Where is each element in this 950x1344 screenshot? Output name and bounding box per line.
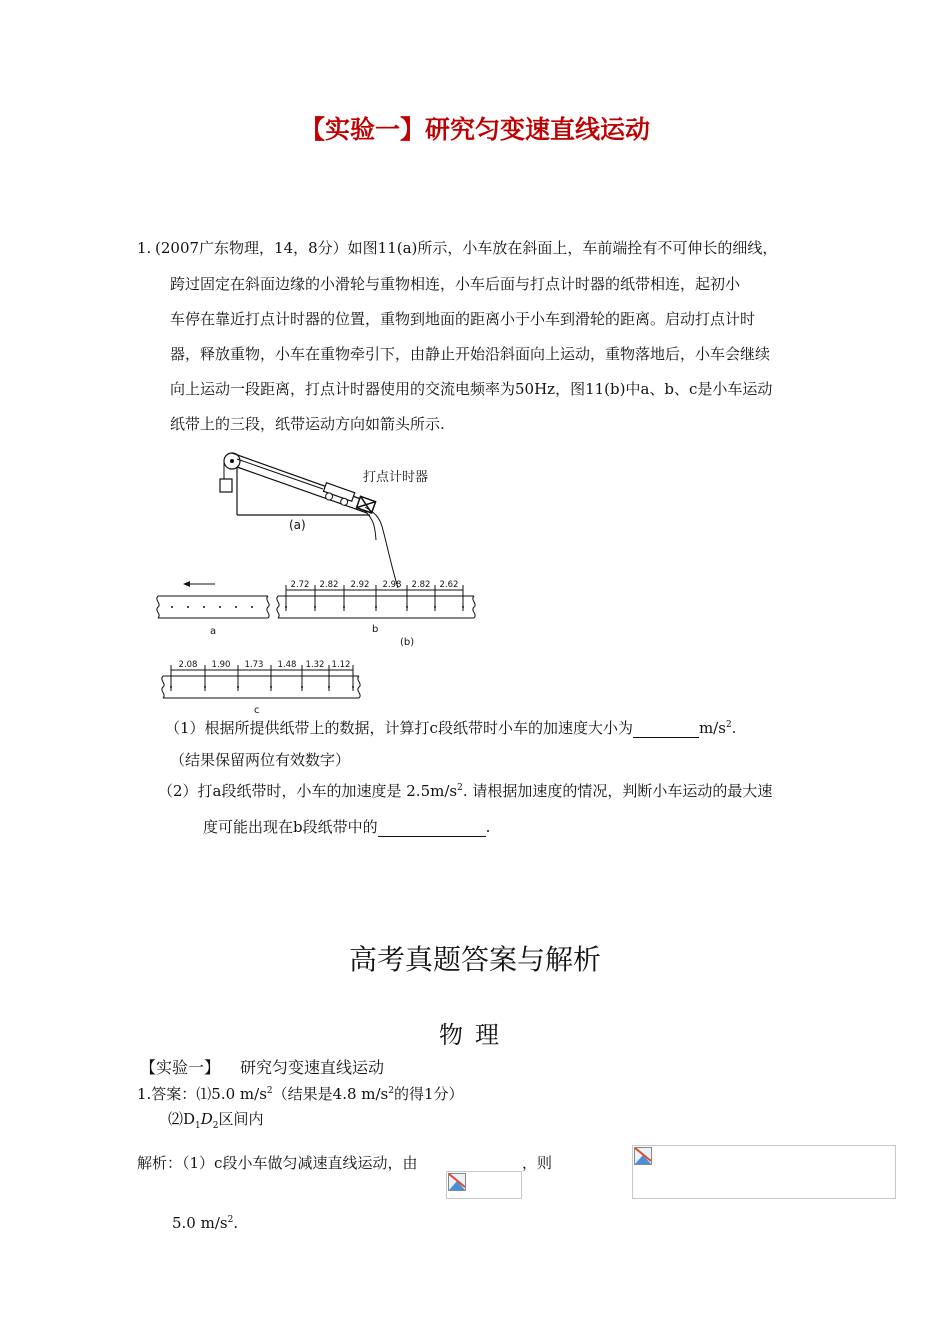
result-end: . [233,1214,239,1232]
weight-block [220,479,232,492]
ans1-text-c: 的得1分） [394,1085,464,1103]
question-line-3: 车停在靠近打点计时器的位置，重物到地面的距离小于小车到滑轮的距离。启动打点计时 [170,310,756,328]
analysis-result [172,1214,238,1232]
ans2-sub2: 2 [212,1121,219,1131]
ans2-end: 区间内 [218,1110,264,1128]
tape-b-value: 2.82 [319,580,339,590]
exp-label: 【实验一】 [140,1058,221,1077]
ans1-sup2: 2 [388,1086,394,1096]
incline-diagram [215,445,445,590]
cart-icon [321,483,354,508]
tape-a-label: a [210,626,217,637]
broken-image-formula-1 [446,1171,522,1199]
answer-blank-1[interactable] [633,721,699,738]
sub2-line2-text: 度可能出现在b段纸带中的 [203,818,378,836]
tape-c-value: 1.48 [277,660,297,670]
question-line-6: 纸带上的三段，纸带运动方向如箭头所示. [170,415,445,433]
sub-question-2-line-1 [158,780,772,801]
sub2-line2-end: . [485,818,491,836]
tape-c-value: 1.32 [305,660,325,670]
tape-b-value: 2.98 [382,580,402,590]
ans2-sub1: 1 [195,1121,201,1131]
tape-c-value: 1.73 [244,660,264,670]
sub-question-1 [165,717,736,738]
question-number: 1. [137,239,152,257]
ans1-text-a: 1.答案：⑴5.0 m/s [137,1085,267,1103]
tape-a [150,578,275,638]
answer-1 [137,1083,464,1104]
figure-a-label: (a) [289,518,306,532]
tape-b-value: 2.82 [411,580,431,590]
tape-c-label: c [254,705,260,716]
tape-c [157,655,367,717]
broken-image-icon [448,1173,466,1191]
tape-c-value: 1.12 [331,660,351,670]
analysis-text-b: ，则 [522,1154,553,1172]
sub1-unit: m/s [698,719,726,737]
sub1-end: . [731,719,737,737]
tape-b-value: 2.62 [439,580,459,590]
question-line-4: 器，释放重物，小车在重物牵引下，由静止开始沿斜面向上运动，重物落地后，小车会继续 [170,345,771,363]
question-line-5: 向上运动一段距离，打点计时器使用的交流电频率为50Hz，图11(b)中a、b、c是小车运动 [170,380,773,398]
answer-2 [168,1108,264,1131]
page-title: 【实验一】研究匀变速直线运动 [299,115,650,144]
analysis-text-a: 解析：（1）c段小车做匀减速直线运动，由 [137,1154,418,1172]
ans2-mid: D [200,1110,213,1128]
answer-heading: 高考真题答案与解析 [348,943,601,976]
tape-c-value: 2.08 [178,660,198,670]
sub-question-2-line-2 [203,816,490,837]
tape-c-value: 1.90 [211,660,231,670]
ans2-text: ⑵D [168,1110,196,1128]
tape-b-label: b [372,624,379,635]
broken-image-icon [634,1147,652,1165]
sub2-text-a: （2）打a段纸带时，小车的加速度是 2.5m/s [158,782,458,800]
broken-image-formula-2 [632,1145,896,1199]
sub1-note: （结果保留两位有效数字） [170,751,351,769]
sub1-sup: 2 [725,720,732,730]
exp-title: 研究匀变速直线运动 [240,1058,385,1077]
question-line-1: (2007广东物理，14，8分）如图11(a)所示，小车放在斜面上，车前端拴有不可伸长的细线， [155,239,778,257]
tape-b-value: 2.92 [350,580,370,590]
exp-heading [140,1055,384,1078]
ans1-text-b: （结果是4.8 m/s [272,1085,389,1103]
sub1-text: （1）根据所提供纸带上的数据，计算打c段纸带时小车的加速度大小为 [165,719,633,737]
result-sup: 2 [227,1215,234,1225]
sub2-sup: 2 [457,783,463,793]
arrow-left-icon [183,581,215,587]
figure-b-label: (b) [400,637,415,648]
sub2-text-b: . 请根据加速度的情况，判断小车运动的最大速 [462,782,773,800]
subject-heading: 物理 [439,1021,511,1049]
timer-label: 打点计时器 [363,470,429,485]
question-line-2: 跨过固定在斜面边缘的小滑轮与重物相连，小车后面与打点计时器的纸带相连，起初小 [170,275,741,293]
tape-b [272,575,482,650]
ans1-sup: 2 [266,1086,273,1096]
answer-blank-2[interactable] [378,820,486,837]
result-text: 5.0 m/s [172,1214,228,1232]
tape-b-value: 2.72 [290,580,310,590]
